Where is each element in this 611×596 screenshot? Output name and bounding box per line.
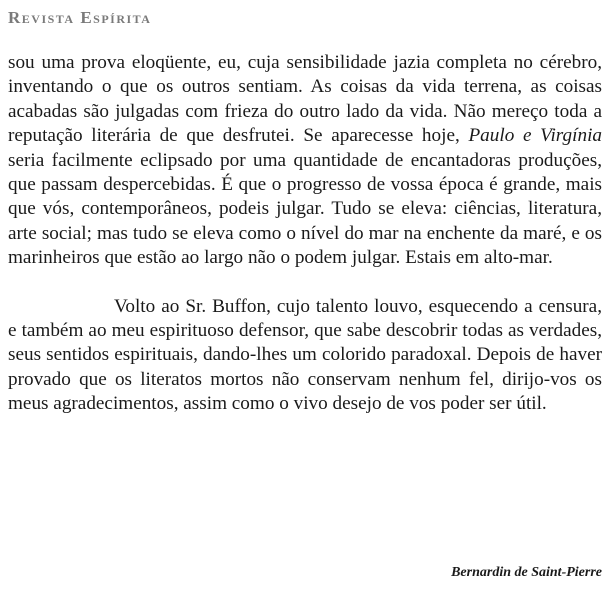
paragraph-1	[8, 51, 602, 271]
running-head: Revista Espírita	[8, 8, 152, 27]
paragraph-2: Volto ao Sr. Buffon, cujo talento louvo, esquecendo a censura, e também ao meu espirituoso defensor, que sabe descobrir todas as verdades, seus sentidos espirituais, dando-lhes um colorido paradoxal. Depois de haver provado que os literatos mortos não conservam nenhum fel, dirijo-vos os meus agradecimentos, assim como o vivo desejo de vos poder ser útil.	[8, 295, 602, 415]
book-title: Paulo e Virgínia	[468, 125, 602, 147]
author-signature: Bernardin de Saint-Pierre	[451, 565, 602, 580]
paragraph-1-part-1: sou uma prova eloqüente, eu, cuja sensibilidade jazia completa no cérebro, inventando o que os outros sentiam. As coisas da vida terrena, as coisas acabadas são julgadas com frieza do outro lado da vida. Não mereço toda a reputação literária de que desfrutei. Se aparecesse hoje,	[8, 52, 602, 147]
body-text	[8, 51, 602, 417]
paragraph-1-part-2: seria facilmente eclipsado por uma quantidade de encantadoras produções, que passam despercebidas. É que o progresso de vossa época é grande, mais que vós, contemporâneos, podeis julgar. Tudo se eleva: ciências, literatura, arte social; mas tudo se eleva como o nível do mar na enchente da maré, e os marinheiros que estão ao largo não o podem julgar. Estais em alto-mar.	[8, 149, 602, 269]
